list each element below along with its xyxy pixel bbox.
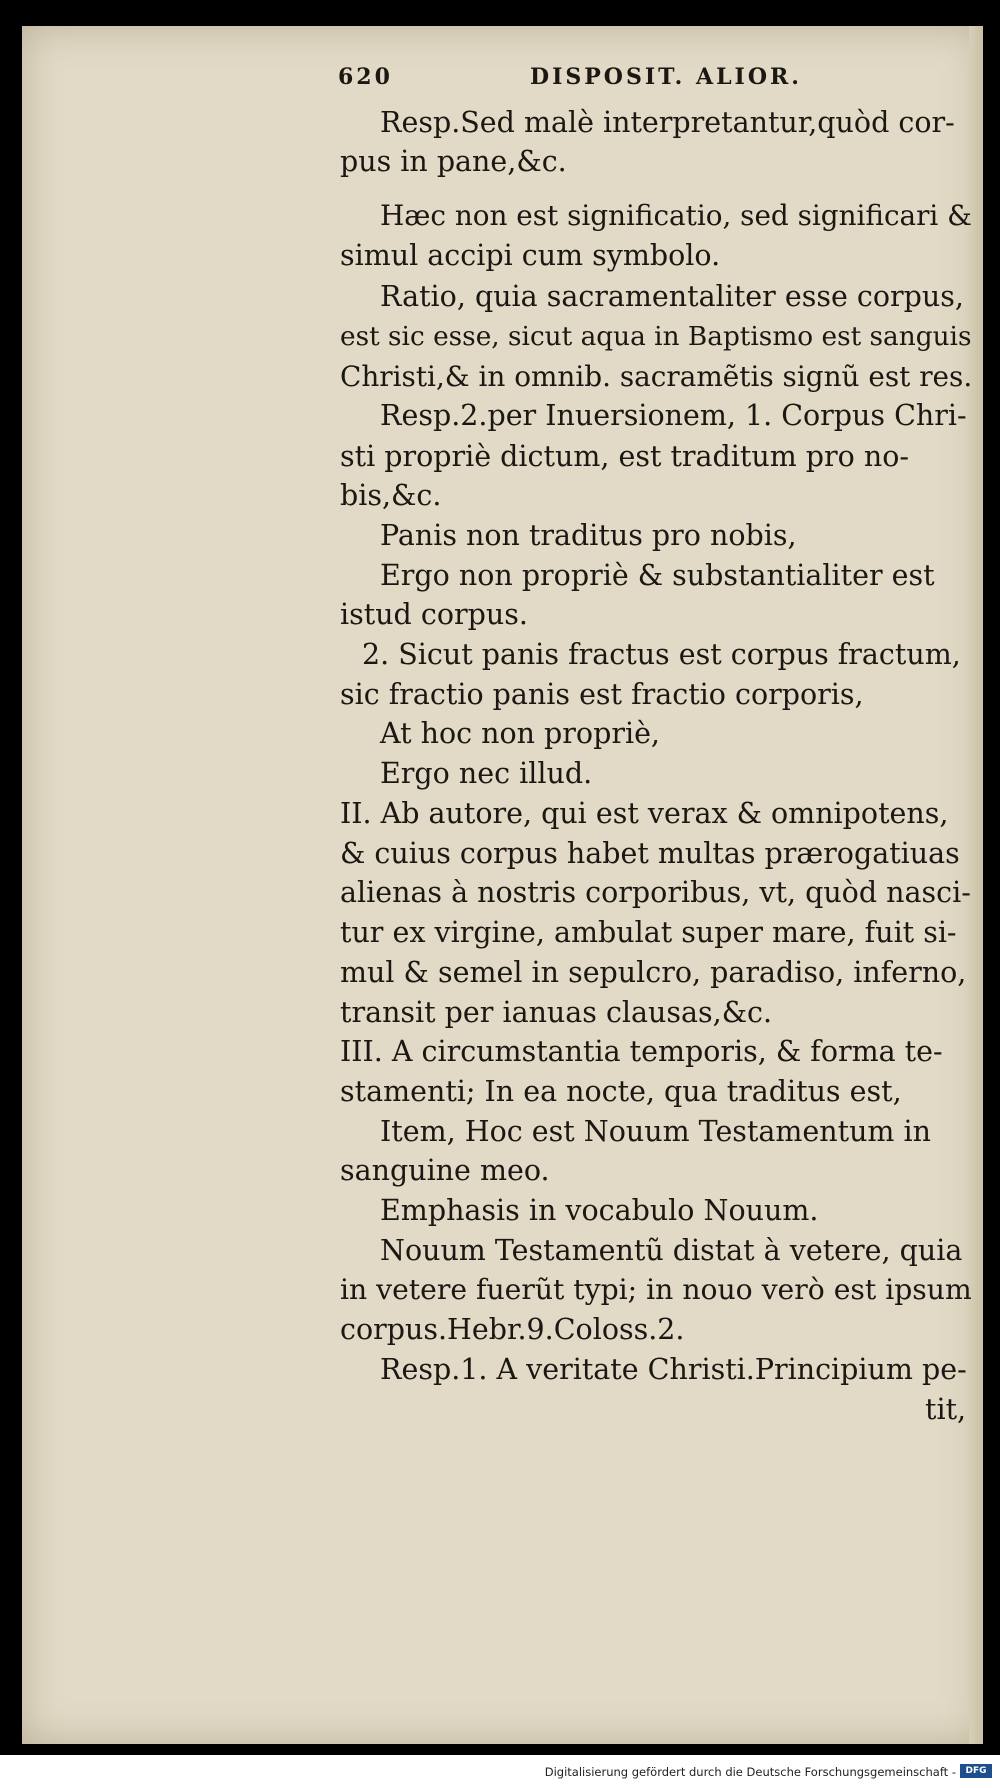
text-line: stamenti; In ea nocte, qua traditus est, [340,1075,902,1108]
text-line: Ergo non propriè & substantialiter est [380,559,935,592]
text-line: & cuius corpus habet multas prærogatiuas [340,837,960,870]
text-line: in vetere fuerũt typi; in nouo verò est ipsum [340,1273,972,1306]
text-line: Resp.1. A veritate Christi.Principium pe- [380,1353,967,1386]
dfg-logo: DFG [960,1764,992,1778]
text-line: est sic esse, sicut aqua in Baptismo est sanguis [340,322,972,352]
text-line: Ratio, quia sacramentaliter esse corpus, [380,280,964,313]
funding-credit: Digitalisierung gefördert durch die Deutsche Forschungsgemeinschaft - [544,1765,956,1779]
page-number: 620 [338,64,393,90]
text-line: tur ex virgine, ambulat super mare, fuit si- [340,916,957,949]
text-line: At hoc non propriè, [380,717,660,750]
catchword: tit, [925,1393,967,1426]
text-line: corpus.Hebr.9.Coloss.2. [340,1313,685,1346]
text-line: Panis non traditus pro nobis, [380,519,797,552]
text-line: sti propriè dictum, est traditum pro no- [340,440,910,473]
text-line: 2. Sicut panis fractus est corpus fractum, [362,638,961,671]
text-line: II. Ab autore, qui est verax & omnipotens, [340,797,949,830]
text-line: transit per ianuas clausas,&c. [340,996,773,1029]
text-line: istud corpus. [340,598,528,631]
text-line: Ergo nec illud. [380,757,593,790]
text-line: Emphasis in vocabulo Nouum. [380,1194,819,1227]
text-line: Item, Hoc est Nouum Testamentum in [380,1115,931,1148]
text-line: Christi,& in omnib. sacramẽtis signũ est res. [340,360,973,393]
text-line: pus in pane,&c. [340,145,567,178]
text-line: bis,&c. [340,479,442,512]
text-line: Resp.2.per Inuersionem, 1. Corpus Chri- [380,399,967,432]
text-line: sanguine meo. [340,1154,550,1187]
text-line: sic fractio panis est fractio corporis, [340,678,864,711]
text-line: mul & semel in sepulcro, paradiso, inferno, [340,956,967,989]
text-line: III. A circumstantia temporis, & forma te- [340,1035,943,1068]
text-line: Resp.Sed malè interpretantur,quòd cor- [380,106,955,139]
text-line: Nouum Testamentũ distat à vetere, quia [380,1234,963,1267]
text-line: simul accipi cum symbolo. [340,239,721,272]
running-head: DISPOSIT. ALIOR. [530,64,802,90]
page-edge [969,26,983,1744]
text-line: alienas à nostris corporibus, vt, quòd nasci- [340,876,971,909]
text-line: Hæc non est significatio, sed significari & [380,199,972,232]
